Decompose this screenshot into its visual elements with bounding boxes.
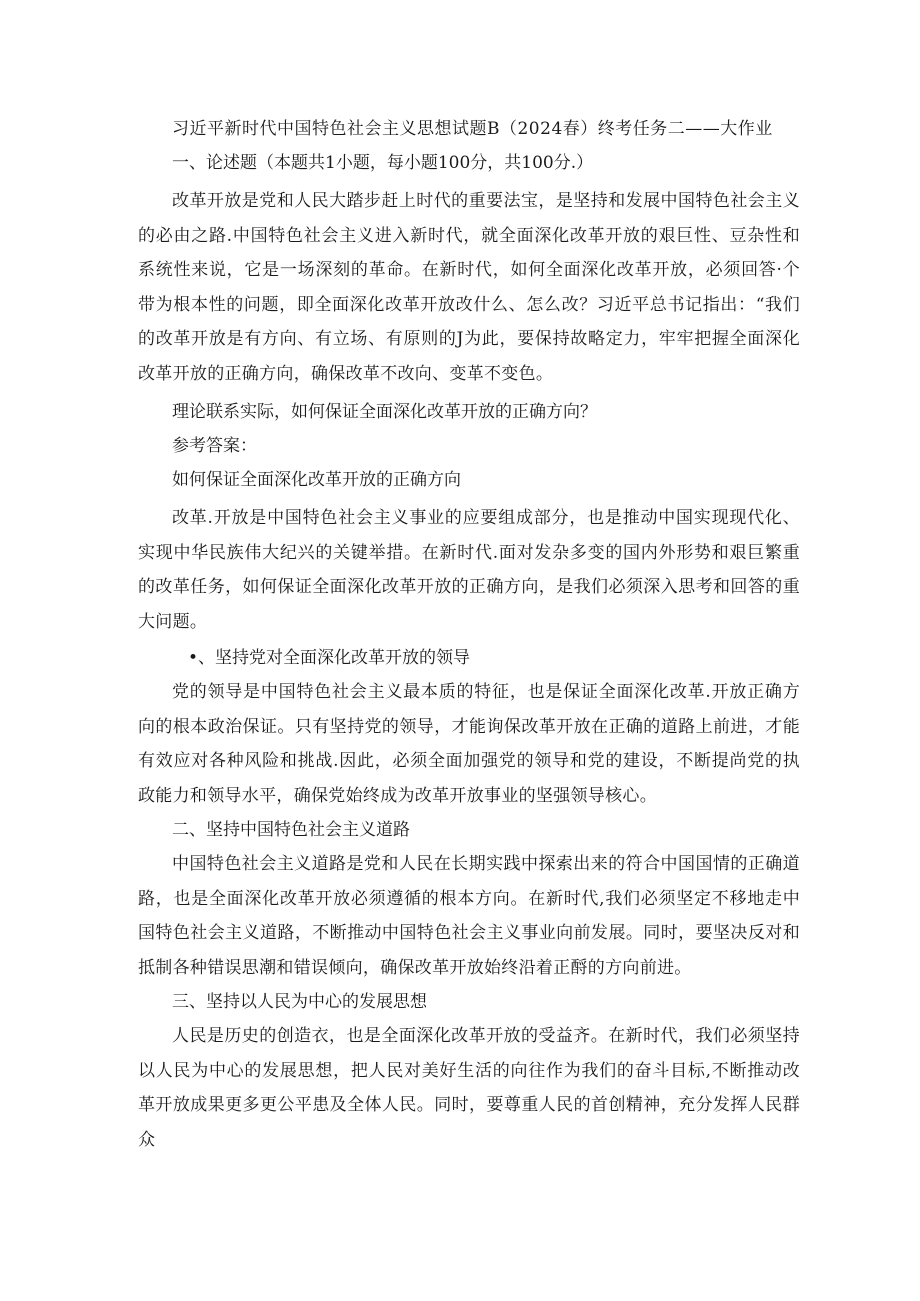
question-text: 理论联系实际，如何保证全面深化改革开放的正确方向？ bbox=[172, 402, 597, 422]
point-heading-1: •、坚持党对全面深化改革开放的领导 bbox=[188, 648, 471, 668]
point-heading-3: 三、坚持以人民为中心的发展思想 bbox=[172, 992, 427, 1012]
point-heading-2: 二、坚持中国特色社会主义道路 bbox=[172, 820, 410, 840]
answer-label: 参考答案： bbox=[172, 436, 257, 456]
intro-paragraph: 改革开放是党和人民大踏步赶上时代的重要法宝，是坚持和发展中国特色社会主义的必由之路.中国特色社会主义进入新时代，就全面深化改革开放的艰巨性、豆杂性和系统性来说，它是一场深刻的革命。在新时代，如何全面深化改革开放，必须回答·个带为根本性的问题，即全面深化改革开放改什么、怎么改？习近平总书记指出：“我们的改革开放是有方向、有立场、有原则的J为此，要保持故略定力，牢牢把握全面深化改革开放的正确方向，确保改革不改向、变革不变色。 bbox=[138, 191, 800, 384]
document-page bbox=[138, 112, 800, 1157]
answer-title: 如何保证全面深化改革开放的正确方向 bbox=[172, 470, 461, 490]
point-body-2: 中国特色社会主义道路是党和人民在长期实践中探索出来的符合中国国情的正确道路，也是全面深化改革开放必须遵循的根本方向。在新时代,我们必须坚定不移地走中国特色社会主义道路，不断推动中国特色社会主义事业向前发展。同时，要坚决反对和抵制各种错误思潮和错误倾向，确保改革开放始终沿着正酹的方向前进。 bbox=[138, 854, 800, 978]
document-title: 习近平新时代中国特色社会主义思想试题B（2024春）终考任务二——大作业 bbox=[172, 119, 773, 139]
answer-intro: 改革.开放是中国特色社会主义事业的应要组成部分，也是推动中国实现现代化、实现中华民族伟大纪兴的关键举措。在新时代.面对发杂多变的国内外形势和艰巨繁重的改革任务，如何保证全面深化改革开放的正确方向，是我们必须深入思考和回答的重大问题。 bbox=[138, 508, 800, 632]
section-heading: 一、论述题（本题共1小题，每小题100分，共100分.） bbox=[172, 153, 594, 173]
point-body-3: 人民是历史的创造衣，也是全面深化改革开放的受益齐。在新时代，我们必须坚持以人民为中心的发展思想，把人民对美好生活的向往作为我们的奋斗目标,不断推动改革开放成果更多更公平患及全体人民。同时，要尊重人民的首创精神，充分发挥人民群众 bbox=[138, 1026, 800, 1150]
point-body-1: 党的领导是中国特色社会主义最本质的特征，也是保证全面深化改革.开放正确方向的根本政治保证。只有坚持党的领导，才能询保改革开放在正确的道路上前进，才能有效应对各种风险和挑战.因此，必须全面加强党的领导和党的建设，不断提尚党的执政能力和领导水平，确保党始终成为改革开放事业的坚强领导核心。 bbox=[138, 682, 800, 806]
